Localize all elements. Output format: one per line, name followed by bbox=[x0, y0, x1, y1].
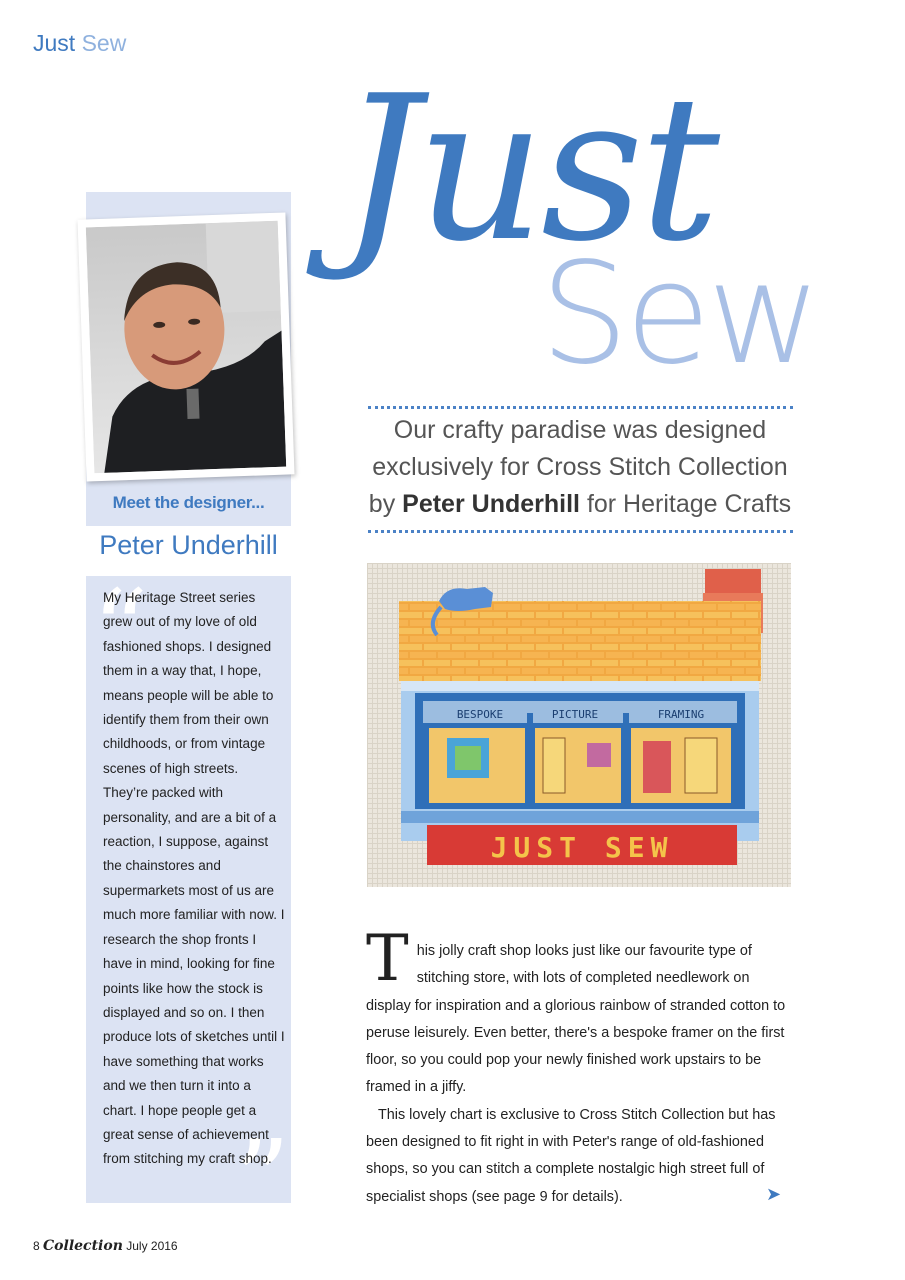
paragraph-2: This lovely chart is exclusive to Cross Stitch Collection but has been designed to fit right in with Peter's range of old-fashioned shops, so you can stitch a complete nostalgic high street full of specialist shops (see page 9 for details). bbox=[366, 1106, 776, 1205]
designer-name: Peter Underhill bbox=[99, 530, 278, 560]
designer-bold: Peter Underhill bbox=[402, 490, 580, 518]
folio bbox=[33, 1238, 178, 1254]
standfirst-line1: Our crafty paradise was designed bbox=[393, 416, 767, 444]
issue-date: July 2016 bbox=[126, 1239, 178, 1253]
drop-cap: T bbox=[366, 922, 409, 996]
standfirst-line3: by Peter Underhill for Heritage Crafts bbox=[368, 490, 792, 518]
article-body bbox=[366, 922, 796, 1211]
running-head-sew: Sew bbox=[81, 30, 127, 56]
sign-just-sew: JUST SEW bbox=[490, 831, 674, 864]
close-quote-icon: ” bbox=[234, 1116, 291, 1203]
running-head-just: Just bbox=[33, 30, 76, 56]
meet-the-designer-label: Meet the designer... bbox=[112, 493, 265, 512]
continue-arrow-icon: ➤ bbox=[766, 1184, 782, 1205]
page-number: 8 bbox=[33, 1239, 40, 1253]
running-head bbox=[33, 30, 126, 57]
sign-framing: FRAMING bbox=[657, 708, 705, 721]
magazine-logo: Collection bbox=[43, 1238, 123, 1254]
divider-bottom bbox=[368, 530, 793, 533]
standfirst bbox=[360, 412, 800, 523]
designer-quote-box bbox=[86, 576, 291, 1203]
standfirst-line2: exclusively for Cross Stitch Collection bbox=[372, 453, 788, 481]
title-just: Just bbox=[340, 53, 716, 286]
divider-top bbox=[368, 406, 793, 409]
designer-photo bbox=[77, 212, 294, 481]
title-sew: Sew bbox=[540, 233, 818, 396]
sign-bespoke: BESPOKE bbox=[456, 708, 504, 721]
designer-quote: My Heritage Street series grew out of my love of old fashioned shops. I designed them in a way that, I hope, means people will be able to identify them from their own childhoods, or from vintage scenes of high streets. They’re packed with personality, and are a bit of a reaction, I suppose, against the chainstores and supermarkets most of us are much more familiar with now. I research the shop fronts I have in mind, looking for fine points like how the stock is displayed and so on. I then produce lots of sketches until I have something that works and we then turn it into a chart. I hope people get a great sense of achievement from stitching my craft shop. bbox=[103, 590, 285, 1167]
sign-picture: PICTURE bbox=[551, 708, 599, 721]
paragraph-1: This jolly craft shop looks just like our favourite type of stitching store, with lots of completed needlework on display for inspiration and a glorious rainbow of stranded cotton to peruse leisurely. Even better, there's a bespoke framer on the first floor, so you could pop your newly finished work upstairs to be framed in a jiffy. bbox=[366, 922, 786, 1096]
open-quote-icon: “ bbox=[92, 576, 149, 694]
cross-stitch-shop-photo bbox=[367, 563, 791, 887]
